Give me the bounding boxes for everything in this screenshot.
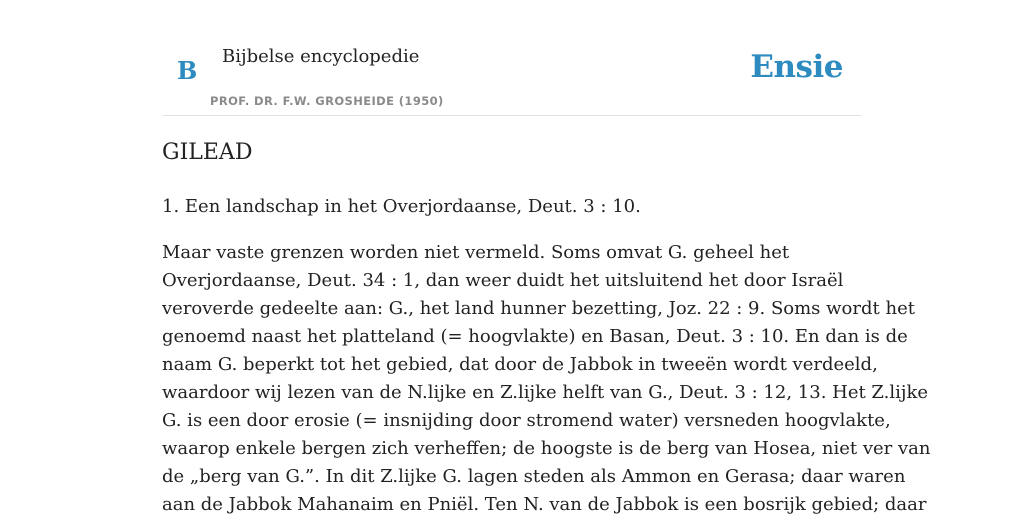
paragraph-line: de „berg van G.”. In dit Z.lijke G. lagen steden als Ammon en Gerasa; daar waren bbox=[162, 466, 906, 487]
page-content bbox=[162, 0, 931, 515]
paragraph-line: waarop enkele bergen zich verheffen; de hoogste is de berg van Hosea, niet ver van bbox=[162, 438, 931, 459]
book-author: PROF. DR. F.W. GROSHEIDE (1950) bbox=[210, 94, 444, 108]
entry-paragraph-2 bbox=[162, 239, 930, 519]
paragraph-line: naam G. beperkt tot het gebied, dat door de Jabbok in tweeën wordt verdeeld, bbox=[162, 354, 878, 375]
ensie-logo-link[interactable]: Ensie bbox=[750, 49, 843, 85]
paragraph-line: veroverde gedeelte aan: G., het land hunner bezetting, Joz. 22 : 9. Soms wordt het bbox=[162, 298, 915, 319]
book-title-link[interactable]: Bijbelse encyclopedie bbox=[222, 46, 420, 67]
entry-title: GILEAD bbox=[162, 140, 253, 165]
paragraph-line: genoemd naast het platteland (= hoogvlakte) en Basan, Deut. 3 : 10. En dan is de bbox=[162, 326, 908, 347]
entry-paragraph-1: 1. Een landschap in het Overjordaanse, Deut. 3 : 10. bbox=[162, 196, 641, 217]
paragraph-line: G. is een door erosie (= insnijding door stromend water) versneden hoogvlakte, bbox=[162, 410, 891, 431]
paragraph-line: waardoor wij lezen van de N.lijke en Z.lijke helft van G., Deut. 3 : 12, 13. Het Z.lijke bbox=[162, 382, 929, 403]
book-initial-link[interactable]: B bbox=[177, 56, 198, 85]
paragraph-line: aan de Jabbok Mahanaim en Pniël. Ten N. van de Jabbok is een bosrijk gebied; daar bbox=[162, 494, 927, 515]
paragraph-line: Maar vaste grenzen worden niet vermeld. Soms omvat G. geheel het bbox=[162, 242, 790, 263]
paragraph-line: Overjordaanse, Deut. 34 : 1, dan weer duidt het uitsluitend het door Israël bbox=[162, 270, 844, 291]
book-header bbox=[162, 0, 862, 116]
